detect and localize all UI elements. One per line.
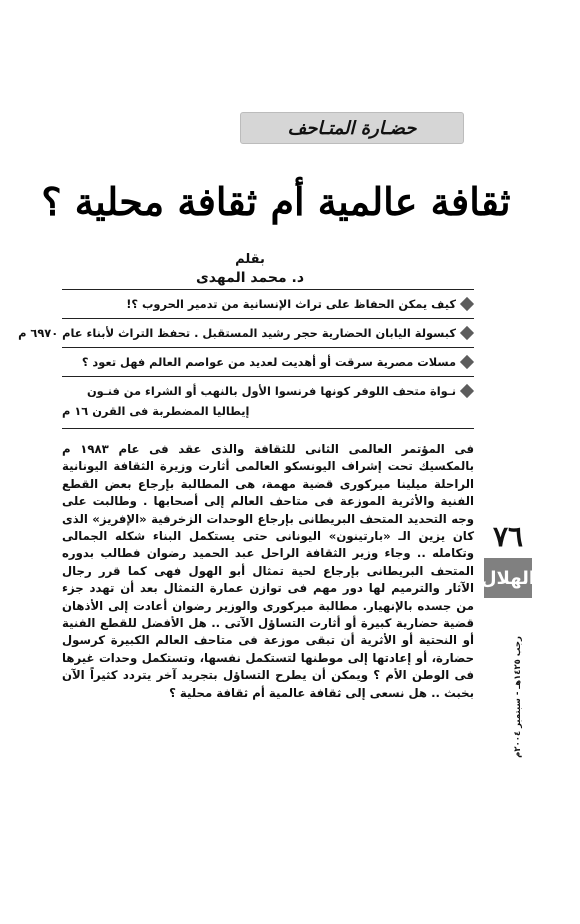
highlight-text-continued: إيطاليا المضطربة فى القرن ١٦ م <box>62 404 250 418</box>
diamond-bullet-icon <box>460 384 474 398</box>
magazine-logo <box>480 558 536 598</box>
highlight-text-wrap <box>62 381 456 421</box>
highlight-text: كيف يمكن الحفاظ على تراث الإنسانية من تدمير الحروب ؟! <box>126 297 456 311</box>
highlight-item <box>62 347 474 376</box>
diamond-bullet-icon <box>460 326 474 340</box>
article-body: فى المؤتمر العالمى الثانى للثقافة والذى عقد فى عام ١٩٨٣ م بالمكسيك تحت إشراف اليونسكو العالمى أثارت وزيرة الثقافة اليونانية الراحلة ميلينا ميركورى قضية مهمة، هى المطالبة بإرجاع بعض القطع الفنية والأثرية الموزعة فى متاحف العالم إلى أصحابها . وطالبت على وجه التحديد المتحف البريطانى بإرجاع الوحدات الزخرفية «الإفريز» الذى كان يزين الـ «بارتينون» اليونانى حتى يستكمل البناء شكله الجمالى وتكامله .. وجاء وزير الثقافة الراحل عبد الحميد رضوان فطالب بدوره المتحف البريطانى بإرجاع لحية تمثال أبو الهول فهى كما قرر رجال الآثار والترميم لها دور مهم فى توازن عمارة التمثال بعد أن تهدد جزء من جسده بالإنهيار. مطالبة ميركورى والوزير رضوان أعادت إلى الأذهان قضية حضارية كبيرة أو أثارت التساؤل الآتى .. هل الأفضل للقطع الفنية أو النحتية أو الأثرية أن تبقى موزعة فى متاحف العالم الكبيرة كرسول حضارة، أو إعادتها إلى موطنها لتستكمل نفسها، وتستكمل وحدات غيرها فى الوطن الأم ؟ ويمكن أن يطرح التساؤل بتجريد آخر يتردد كثيراً الآن بخبث .. هل نسعى إلى ثقافة عالمية أم ثقافة محلية ؟ <box>62 442 474 700</box>
highlight-item <box>18 318 474 347</box>
section-tag-label: حضـارة المتـاحف <box>287 117 417 139</box>
magazine-name: الهلال <box>480 567 536 589</box>
highlight-text: مسلات مصرية سرقت أو أهديت لعديد من عواصم العالم فهل تعود ؟ <box>81 355 456 369</box>
diamond-bullet-icon <box>460 297 474 311</box>
issue-date-text: رجب ١٤٢٥هـ - سبتمبر ٢٠٠٤م <box>513 636 523 758</box>
section-tag <box>240 112 464 144</box>
highlights-list <box>18 289 474 425</box>
highlight-text: كبسولة اليابان الحضارية حجر رشيد المستقبل . تحفظ التراث لأبناء عام ٦٩٧٠ م <box>18 326 456 340</box>
page-number: ٧٦ <box>492 520 524 553</box>
issue-date <box>508 612 528 782</box>
highlight-item <box>62 289 474 318</box>
byline-author: د. محمد المهدى <box>195 270 305 286</box>
highlight-item <box>62 376 474 425</box>
byline-prefix: بقلم <box>235 252 265 267</box>
highlight-text: نـواة متحف اللوفر كونها فرنسوا الأول بالنهب أو الشراء من فنـون <box>86 384 456 398</box>
diamond-bullet-icon <box>460 355 474 369</box>
highlights-divider <box>62 428 474 429</box>
headline: ثقافة عالمية أم ثقافة محلية ؟ <box>41 178 511 224</box>
